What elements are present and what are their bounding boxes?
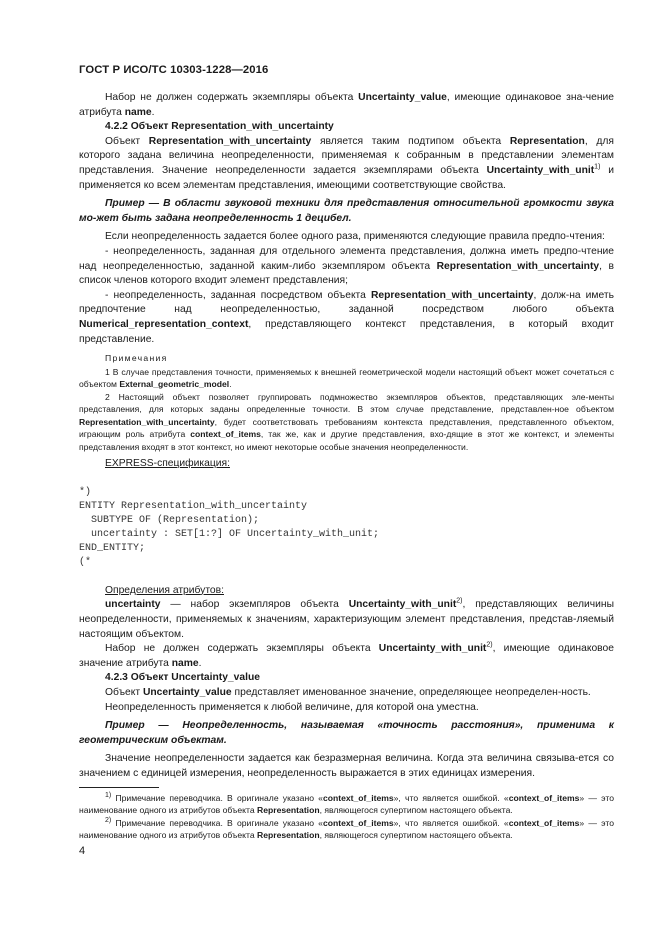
footnote-2: $^{2)}$ Примечание переводчика. В оригинале указано «context_of_items», что является ошибкой. «context_of_items» — это наименование одного из атрибутов объекта Representation, являющегося супертипом настоящего объекта. (79, 816, 615, 841)
footnote-1: $^{1)}$ Примечание переводчика. В оригинале указано «context_of_items», что является ошибкой. «context_of_items» — это наименование одного из атрибутов объекта Representation, являющегося супертипом настоящего объекта. (79, 791, 615, 816)
notes-heading: Примечания (105, 353, 168, 364)
paragraph-dimensionless-value: Значение неопределенности задается как безразмерная величина. Когда эта величина связыва-ется со значением с единицей измерения, неопределенность выражается в этих единицах измерения. (79, 753, 614, 779)
paragraph-uv-definition: Объект Uncertainty_value представляет именованное значение, определяющее неопределен-ность. (105, 686, 591, 698)
express-spec-label: EXPRESS-спецификация: (105, 458, 230, 470)
attribute-definitions-label: Определения атрибутов: (105, 584, 224, 596)
note-2: 2 Настоящий объект позволяет группировать подмножество экземпляров объектов, представляющих эле-менты представления, для которых заданы определенные точности. В этом случае представление, представлен-ное объектом Representation_with_uncertainty, будет соответствовать требованиям контекста представления, представленного объектом, играющим роль атрибута context_of_items, так же, как и другие представления, вхо-дящие в этот же контекст, и элементы представления входят в этот контекст, но имеют некоторые особые значения неопределенности. (79, 391, 614, 452)
section-heading-4-2-2: 4.2.2 Объект Representation_with_uncertainty (105, 121, 334, 133)
paragraph-rwu-definition: Объект Representation_with_uncertainty является таким подтипом объекта Representation, для которого задана величина неопределенности, применяемая к собранным в представлении элементам представления. Значение неопределенности задается экземплярами объекта Uncertainty_with_unit$^{1)}$ и применяется ко всем элементам представления, имеющими соответствующие свойства. (79, 135, 614, 191)
example-distance-accuracy: Пример — Неопределенность, называемая «точность расстояния», применима к геометрическим объектам. (79, 720, 614, 746)
attribute-uncertainty-definition: uncertainty — набор экземпляров объекта Uncertainty_with_unit$^{2)}$, представляющих величины неопределенности, применяемых к значениям, характеризующим элемент представления, представ-ляемый настоящим объектом. (79, 597, 614, 640)
document-header: ГОСТ Р ИСО/ТС 10303-1228—2016 (79, 64, 269, 76)
list-item-rule-1: - неопределенность, заданная для отдельного элемента представления, должна иметь предпо-чтение над неопределенностью, заданной каким-либо экземпляром объекта Representation_with_uncertainty, в список членов которого входит элемент представления; (79, 245, 614, 287)
list-item-rule-2: - неопределенность, заданная посредством объекта Representation_with_uncertainty, долж-на иметь предпочтение над неопределенностью, заданной посредством любого объекта Numerical_representation_context, представляющего контекст представления, в который входит представление. (79, 289, 614, 345)
paragraph-preference-rules: Если неопределенность задается более одного раза, применяются следующие правила предпо-чтения: (105, 231, 605, 243)
paragraph-name-constraint: Набор не должен содержать экземпляры объекта Uncertainty_value, имеющие одинаковое зна-чение атрибута name. (79, 92, 614, 118)
example-sound: Пример — В области звуковой техники для представления относительной громкости звука мо-жет быть задана неопределенность 1 децибел. (79, 198, 614, 224)
paragraph-uv-applicability: Неопределенность применяется к любой величине, для которой она уместна. (105, 701, 479, 713)
express-code-block: *) ENTITY Representation_with_uncertainty SUBTYPE OF (Representation); uncertainty : SET[1:?] OF Uncertainty_with_unit; END_ENTITY; (* (79, 486, 380, 568)
paragraph-uwu-name-constraint: Набор не должен содержать экземпляры объекта Uncertainty_with_unit$^{2)}$, имеющие одинаковое значение атрибута name. (79, 641, 614, 669)
document-body (79, 91, 614, 842)
page-number: 4 (79, 845, 86, 857)
footnote-divider (79, 787, 159, 788)
section-heading-4-2-3: 4.2.3 Объект Uncertainty_value (105, 672, 260, 684)
note-1: 1 В случае представления точности, применяемых к внешней геометрической модели настоящий объект может сочетаться с объектом External_geometric_model. (79, 366, 614, 390)
